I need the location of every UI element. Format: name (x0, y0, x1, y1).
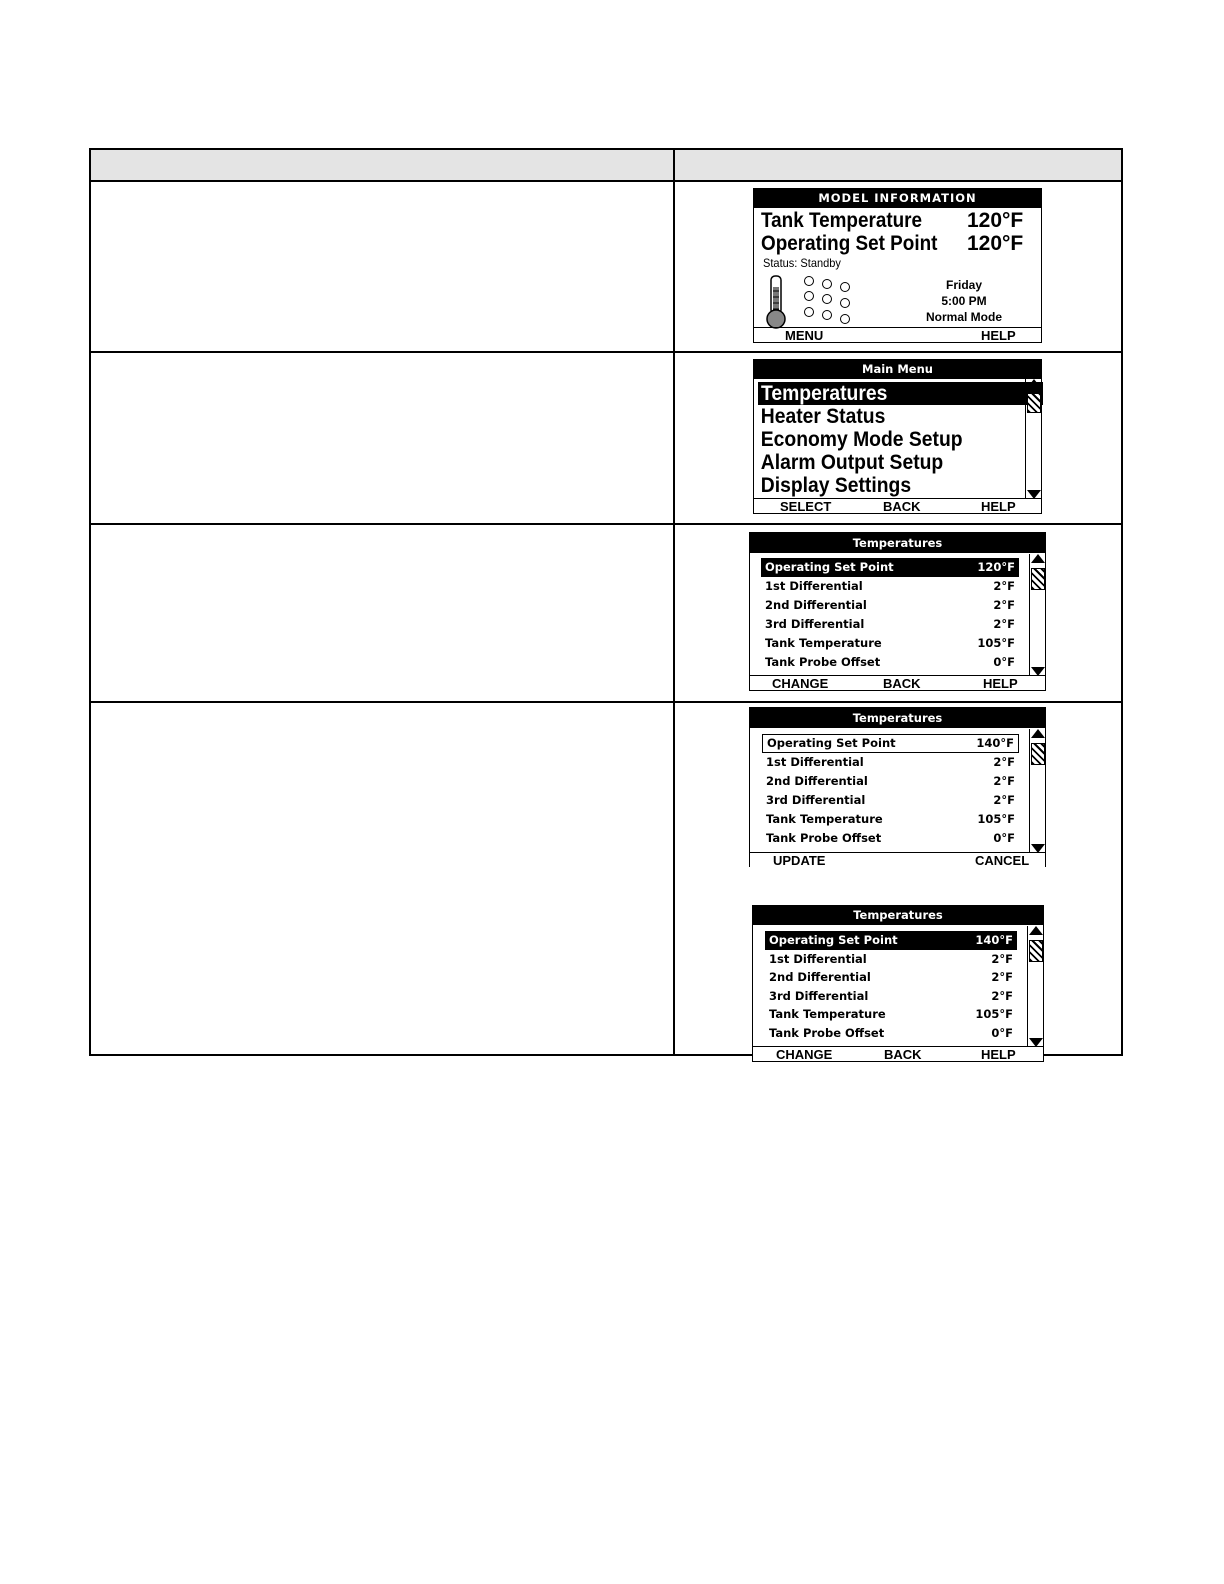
indicator-circle (822, 279, 832, 289)
parameter-row-1st-differential[interactable]: 1st Differential 2°F (765, 579, 1015, 593)
menu-item-temperatures[interactable]: Temperatures (758, 382, 1043, 405)
parameter-row-1st-differential[interactable]: 1st Differential 2°F (766, 755, 1015, 769)
parameter-row-3rd-differential[interactable]: 3rd Differential 2°F (769, 988, 1013, 1003)
parameter-row-operating-set-point[interactable]: Operating Set Point 140°F (765, 931, 1017, 950)
menu-item-economy-mode-setup[interactable]: Economy Mode Setup (760, 428, 963, 451)
parameter-row-operating-set-point-editing[interactable]: Operating Set Point 140°F (762, 734, 1019, 753)
softkey-bar (750, 675, 1045, 690)
scroll-thumb[interactable] (1031, 743, 1045, 765)
change-softkey[interactable]: CHANGE (776, 1047, 833, 1062)
parameter-row-tank-temperature[interactable]: Tank Temperature 105°F (769, 1007, 1013, 1021)
temperatures-updated-screen (752, 905, 1044, 1062)
thermometer-icon (764, 275, 790, 329)
change-softkey[interactable]: CHANGE (772, 676, 829, 691)
scroll-up-arrow-icon[interactable] (1031, 554, 1045, 563)
scroll-thumb[interactable] (1029, 940, 1043, 962)
parameter-row-2nd-differential[interactable]: 2nd Differential 2°F (769, 970, 1013, 984)
parameter-row-1st-differential[interactable]: 1st Differential 2°F (769, 951, 1013, 966)
row-divider (91, 523, 1121, 525)
indicator-circle (822, 310, 832, 320)
time-text: 5:00 PM (941, 294, 987, 308)
menu-softkey[interactable]: MENU (785, 328, 824, 343)
temperatures-screen (749, 532, 1046, 691)
select-softkey[interactable]: SELECT (780, 499, 832, 514)
mode-text: Normal Mode (925, 310, 1002, 324)
set-point-label: Operating Set Point (761, 232, 938, 255)
cancel-softkey[interactable]: CANCEL (975, 853, 1030, 868)
temperatures-edit-screen (749, 707, 1046, 867)
update-softkey[interactable]: UPDATE (773, 853, 826, 868)
back-softkey[interactable]: BACK (883, 676, 921, 691)
parameter-row-tank-probe-offset[interactable]: Tank Probe Offset 0°F (765, 655, 1015, 669)
row-divider (91, 351, 1121, 353)
main-menu-list (758, 382, 1043, 497)
indicator-circle (804, 307, 814, 317)
tank-temperature-label: Tank Temperature (761, 209, 923, 232)
scroll-up-arrow-icon[interactable] (1029, 926, 1043, 935)
parameter-row-operating-set-point[interactable]: Operating Set Point 120°F (761, 558, 1019, 577)
screen-title: Temperatures (750, 708, 1045, 728)
day-text: Friday (945, 278, 982, 292)
indicator-circle (822, 294, 832, 304)
help-softkey[interactable]: HELP (981, 328, 1016, 343)
parameter-row-3rd-differential[interactable]: 3rd Differential 2°F (765, 617, 1015, 631)
parameter-row-tank-temperature[interactable]: Tank Temperature 105°F (766, 812, 1015, 826)
screen-title: Temperatures (750, 533, 1045, 553)
menu-item-alarm-output-setup[interactable]: Alarm Output Setup (760, 451, 944, 474)
model-information-screen (753, 188, 1042, 343)
menu-item-display-settings[interactable]: Display Settings (760, 474, 912, 497)
softkey-bar (753, 1046, 1043, 1061)
help-softkey[interactable]: HELP (983, 676, 1018, 691)
indicator-circle (840, 298, 850, 308)
help-softkey[interactable]: HELP (981, 1047, 1016, 1062)
indicator-circle (804, 276, 814, 286)
menu-item-heater-status[interactable]: Heater Status (760, 405, 886, 428)
scroll-up-arrow-icon[interactable] (1027, 379, 1041, 388)
status-text: Status: Standby (763, 256, 841, 270)
parameter-row-2nd-differential[interactable]: 2nd Differential 2°F (765, 598, 1015, 612)
temperatures-scrollbar[interactable] (1029, 729, 1045, 853)
tank-temperature-value: 120°F (967, 209, 1024, 232)
indicator-circle (840, 282, 850, 292)
back-softkey[interactable]: BACK (884, 1047, 922, 1062)
row-divider (91, 701, 1121, 703)
scroll-thumb[interactable] (1031, 568, 1045, 590)
indicator-circle (804, 291, 814, 301)
parameter-row-2nd-differential[interactable]: 2nd Differential 2°F (766, 774, 1015, 788)
table-header-row (91, 150, 1121, 182)
parameter-row-3rd-differential[interactable]: 3rd Differential 2°F (766, 793, 1015, 807)
screen-title: MODEL INFORMATION (754, 189, 1041, 208)
softkey-bar (750, 852, 1045, 867)
set-point-value: 120°F (967, 232, 1024, 255)
help-softkey[interactable]: HELP (981, 499, 1016, 514)
softkey-bar (754, 327, 1041, 342)
softkey-bar (754, 498, 1041, 513)
scroll-up-arrow-icon[interactable] (1031, 729, 1045, 738)
parameter-row-tank-temperature[interactable]: Tank Temperature 105°F (765, 636, 1015, 650)
parameter-row-tank-probe-offset[interactable]: Tank Probe Offset 0°F (769, 1025, 1013, 1040)
temperatures-scrollbar[interactable] (1027, 926, 1043, 1047)
schedule-info (914, 277, 1014, 325)
temperature-parameter-list (765, 931, 1017, 1042)
temperature-parameter-list (762, 734, 1019, 848)
temperature-parameter-list (761, 558, 1019, 672)
scroll-thumb[interactable] (1027, 393, 1041, 413)
temperatures-scrollbar[interactable] (1029, 554, 1045, 676)
screen-title: Temperatures (753, 906, 1043, 925)
indicator-circle (840, 314, 850, 324)
column-divider (673, 150, 675, 1054)
screen-title: Main Menu (754, 360, 1041, 379)
main-menu-screen (753, 359, 1042, 514)
parameter-row-tank-probe-offset[interactable]: Tank Probe Offset 0°F (766, 831, 1015, 845)
menu-scrollbar[interactable] (1025, 379, 1041, 499)
back-softkey[interactable]: BACK (883, 499, 921, 514)
